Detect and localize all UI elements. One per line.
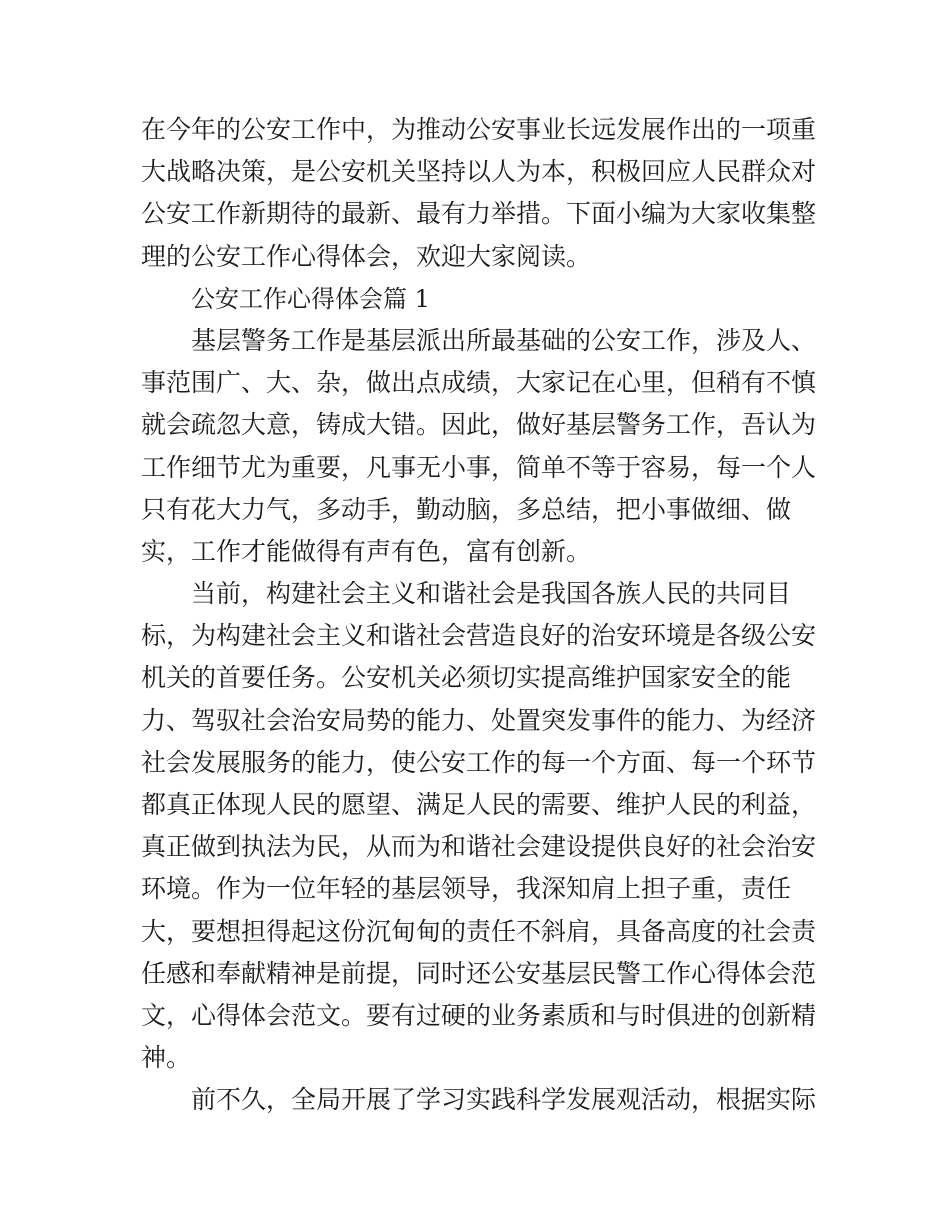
section-heading: 公安工作心得体会篇 1 (191, 284, 430, 313)
text-line: 公安工作新期待的最新、最有力举措。下面小编为大家收集整 (141, 199, 817, 229)
text-line: 任感和奉献精神是前提，同时还公安基层民警工作心得体会范 (141, 958, 817, 988)
text-line: 事范围广、大、杂，做出点成绩，大家记在心里，但稍有不慎 (141, 368, 817, 398)
text-line: 力、驾驭社会治安局势的能力、处置突发事件的能力、为经济 (141, 705, 817, 735)
paragraph-1 (141, 320, 821, 573)
text-line: 环境。作为一位年轻的基层领导，我深知肩上担子重，责任 (141, 874, 792, 904)
text-line: 大，要想担得起这份沉甸甸的责任不斜肩，具备高度的社会责 (141, 916, 817, 946)
text-line: 文，心得体会范文。要有过硬的业务素质和与时俱进的创新精 (141, 1000, 817, 1030)
text-line: 都真正体现人民的愿望、满足人民的需要、维护人民的利益， (141, 790, 817, 819)
text-line: 在今年的公安工作中，为推动公安事业长远发展作出的一项重 (141, 115, 817, 144)
text-line: 就会疏忽大意，铸成大错。因此，做好基层警务工作，吾认为 (141, 410, 817, 440)
intro-paragraph (141, 109, 821, 278)
text-line: 理的公安工作心得体会，欢迎大家阅读。 (141, 241, 592, 271)
paragraph-2 (141, 573, 821, 1079)
text-line: 工作细节尤为重要，凡事无小事，简单不等于容易，每一个人 (141, 452, 817, 482)
text-line: 前不久，全局开展了学习实践科学发展观活动，根据实际 (191, 1085, 817, 1115)
text-line: 神。 (141, 1043, 192, 1073)
paragraph-3 (141, 1079, 821, 1121)
text-line: 社会发展服务的能力，使公安工作的每一个方面、每一个环节 (141, 747, 817, 777)
document-body (141, 109, 821, 1122)
text-line: 只有花大力气，多动手，勤动脑，多总结，把小事做细、做 (141, 494, 792, 524)
text-line: 基层警务工作是基层派出所最基础的公安工作，涉及人、 (191, 325, 817, 355)
text-line: 标，为构建社会主义和谐社会营造良好的治安环境是各级公安 (141, 621, 817, 651)
text-line: 真正做到执法为民，从而为和谐社会建设提供良好的社会治安 (141, 832, 817, 862)
text-line: 机关的首要任务。公安机关必须切实提高维护国家安全的能 (141, 663, 792, 693)
text-line: 大战略决策，是公安机关坚持以人为本，积极回应人民群众对 (141, 157, 817, 187)
text-line: 当前，构建社会主义和谐社会是我国各族人民的共同目 (191, 579, 792, 609)
text-line: 实，工作才能做得有声有色，富有创新。 (141, 536, 592, 566)
